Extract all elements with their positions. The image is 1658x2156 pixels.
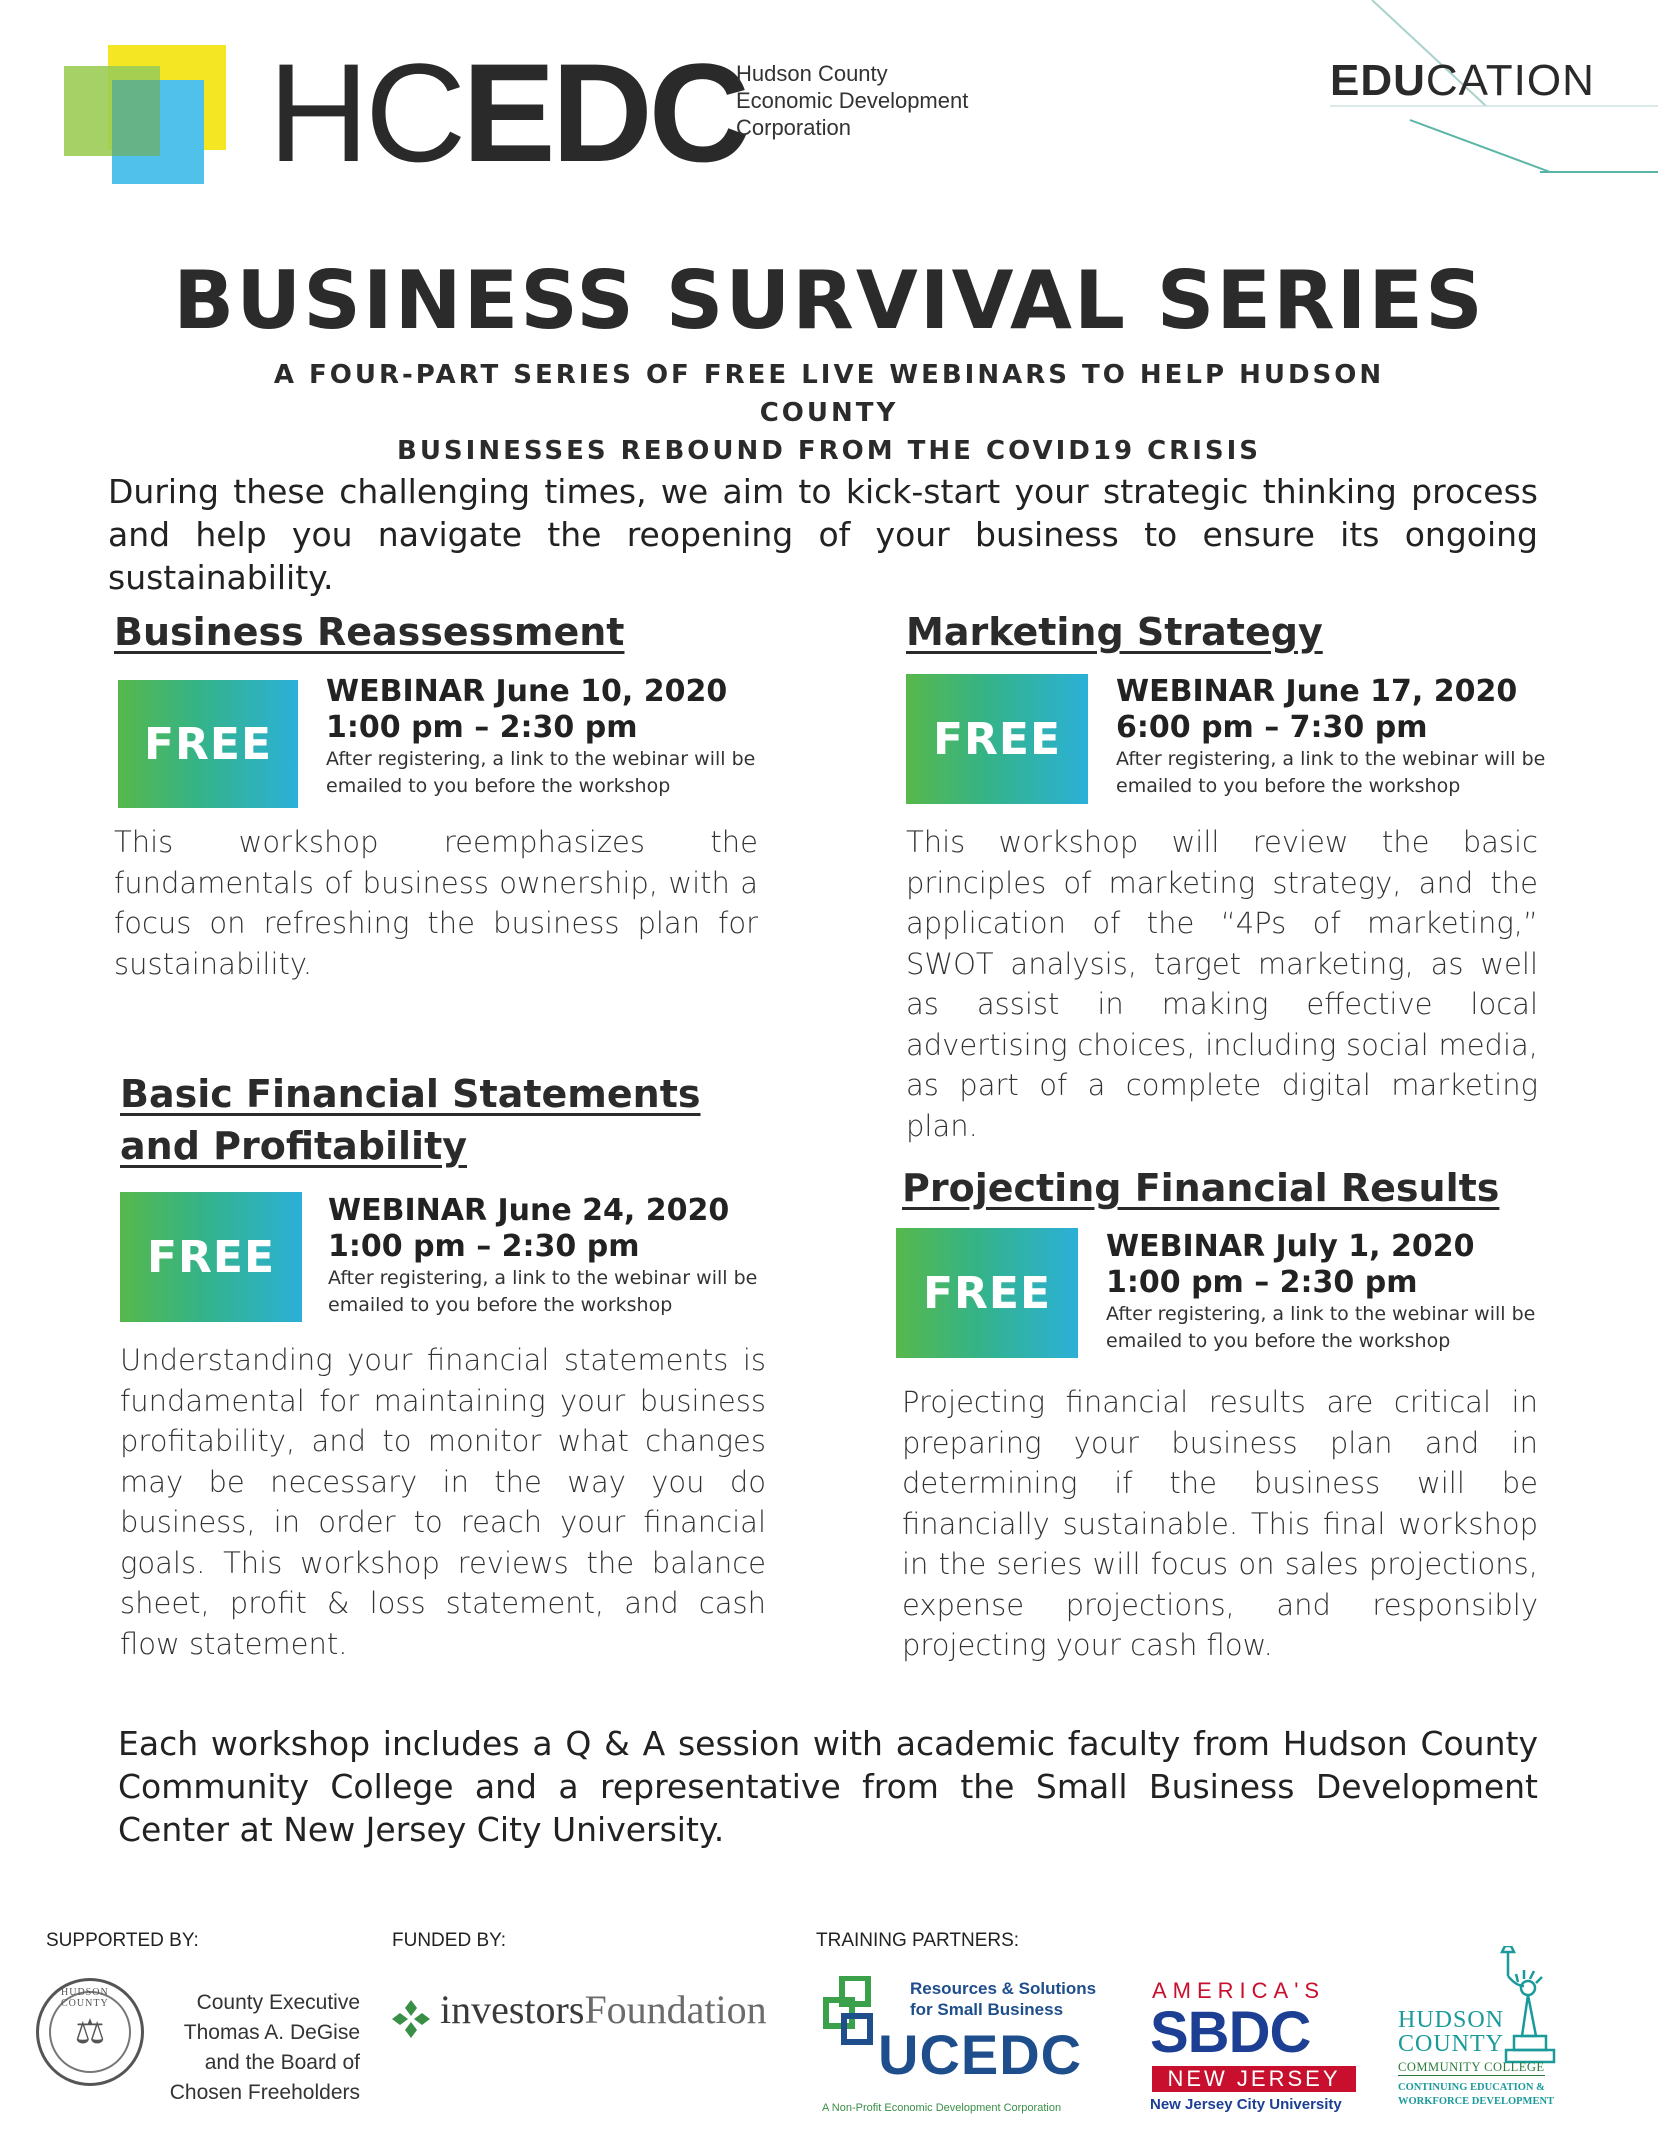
webinar-note: After registering, a link to the webinar will be emailed to you before the workshop <box>326 748 756 797</box>
seal-center: ⚖ <box>49 1991 131 2073</box>
hudson-county-seal-icon <box>36 1978 144 2086</box>
hccc-continuing-ed <box>1398 2081 1554 2109</box>
free-badge: FREE <box>118 680 298 808</box>
webinar-info <box>1116 674 1548 800</box>
webinar-date: WEBINAR June 24, 2020 <box>328 1193 730 1228</box>
section-title-projecting-financial-results: Projecting Financial Results <box>902 1166 1500 1210</box>
subtitle-line: A FOUR-PART SERIES OF FREE LIVE WEBINARS TO HELP HUDSON COUNTY <box>273 360 1385 428</box>
section-description: Understanding your financial statements is fundamental for maintaining your business profitability, and to monitor what changes may be necessary in the way you do business, in order to reach your financial goals. This workshop reviews the balance sheet, profit & loss statement, and cash flow statement. <box>120 1343 766 1661</box>
webinar-time: 1:00 pm – 2:30 pm <box>326 710 638 745</box>
hccc-name-line: COUNTY <box>1398 2031 1504 2057</box>
hccc-ce-line: WORKFORCE DEVELOPMENT <box>1398 2096 1555 2107</box>
investors-word: investors <box>440 1987 585 2032</box>
county-exec-line: and the Board of <box>204 2051 360 2074</box>
section-description: This workshop reemphasizes the fundamentals of business ownership, with a focus on refreshing the business plan for sustainability. <box>114 825 758 981</box>
supported-by-label: SUPPORTED BY: <box>46 1930 199 1951</box>
webinar-info <box>1106 1229 1538 1355</box>
webinar-date: WEBINAR June 17, 2020 <box>1116 674 1518 709</box>
ucedc-tagline-line: Resources & Solutions <box>910 1979 1097 1998</box>
org-name-line: Hudson County <box>736 61 888 86</box>
page-subtitle <box>200 356 1458 470</box>
logo-square-overlap <box>112 80 160 156</box>
hccc-name <box>1398 2008 1504 2056</box>
education-label <box>1330 56 1595 106</box>
free-badge: FREE <box>906 674 1088 804</box>
page-title: BUSINESS SURVIVAL SERIES <box>173 254 1485 347</box>
webinar-date: WEBINAR July 1, 2020 <box>1106 1229 1475 1264</box>
county-executive-text <box>150 1988 360 2108</box>
webinar-note: After registering, a link to the webinar will be emailed to you before the workshop <box>1116 748 1546 797</box>
county-exec-line: County Executive <box>196 1991 360 2014</box>
webinar-info <box>328 1193 772 1319</box>
education-label-bold: EDU <box>1330 56 1426 105</box>
intro-paragraph: During these challenging times, we aim to kick-start your strategic thinking process and help you navigate the reopening of your business to ensure its ongoing sustainability. <box>108 472 1538 597</box>
hccc-community-college: COMMUNITY COLLEGE <box>1398 2060 1545 2074</box>
section-title-marketing-strategy: Marketing Strategy <box>906 610 1323 654</box>
logo-wordmark-bold: EDC <box>462 34 746 191</box>
logo-wordmark-light: HC <box>268 34 463 191</box>
county-exec-line: Thomas A. DeGise <box>183 2021 360 2044</box>
investors-clover-icon <box>388 1996 434 2042</box>
seal-text: HUDSON COUNTY <box>61 1987 109 2009</box>
hccc-name-line: HUDSON <box>1398 2007 1505 2033</box>
funded-by-label: FUNDED BY: <box>392 1930 507 1951</box>
org-name-line: Economic Development <box>736 88 969 113</box>
ucedc-wordmark: UCEDC <box>878 2023 1083 2086</box>
section-description: This workshop will review the basic principles of marketing strategy, and the application of the “4Ps of marketing,” SWOT analysis, target marketing, as well as assist in making effective local advertising choices, including social media, as part of a complete digital marketing plan. <box>906 825 1538 1143</box>
section-title-line: Basic Financial Statements <box>120 1072 701 1116</box>
county-exec-line: Chosen Freeholders <box>169 2081 360 2104</box>
section-title-business-reassessment: Business Reassessment <box>114 610 625 654</box>
sbdc-state-band: NEW JERSEY <box>1152 2066 1356 2092</box>
sbdc-americas: AMERICA'S <box>1152 1978 1326 2003</box>
sbdc-university: New Jersey City University <box>1150 2096 1342 2113</box>
ucedc-tagline <box>910 1978 1096 2020</box>
subtitle-line: BUSINESSES REBOUND FROM THE COVID19 CRISIS <box>397 436 1261 466</box>
webinar-info <box>326 674 766 800</box>
investors-foundation-logo <box>440 1986 767 2033</box>
free-badge: FREE <box>896 1228 1078 1358</box>
sbdc-wordmark: SBDC <box>1150 2000 1311 2065</box>
free-badge: FREE <box>120 1192 302 1322</box>
webinar-time: 6:00 pm – 7:30 pm <box>1116 710 1428 745</box>
ucedc-subtext: A Non-Profit Economic Development Corporation <box>822 2102 1062 2114</box>
webinar-time: 1:00 pm – 2:30 pm <box>1106 1265 1418 1300</box>
foundation-word: Foundation <box>584 1987 767 2032</box>
org-name-line: Corporation <box>736 115 851 140</box>
education-label-light: CATION <box>1425 56 1595 105</box>
closing-paragraph: Each workshop includes a Q & A session with academic faculty from Hudson County Community College and a representative from the Small Business Development Center at New Jersey City University. <box>118 1724 1538 1849</box>
training-partners-label: TRAINING PARTNERS: <box>816 1930 1020 1951</box>
section-title-basic-financial-statements <box>120 1068 701 1172</box>
webinar-note: After registering, a link to the webinar will be emailed to you before the workshop <box>1106 1303 1536 1352</box>
section-title-line: and Profitability <box>120 1124 468 1168</box>
webinar-note: After registering, a link to the webinar will be emailed to you before the workshop <box>328 1267 758 1316</box>
webinar-time: 1:00 pm – 2:30 pm <box>328 1229 640 1264</box>
section-description: Projecting financial results are critical in preparing your business plan and in determining if the business will be financially sustainable. This final workshop in the series will focus on sales projections, expense projections, and responsibly projecting your cash flow. <box>902 1385 1538 1662</box>
logo-org-name <box>736 60 968 141</box>
webinar-date: WEBINAR June 10, 2020 <box>326 674 728 709</box>
logo-wordmark <box>268 34 746 191</box>
ucedc-tagline-line: for Small Business <box>910 2000 1064 2019</box>
hccc-ce-line: CONTINUING EDUCATION & <box>1398 2082 1545 2093</box>
